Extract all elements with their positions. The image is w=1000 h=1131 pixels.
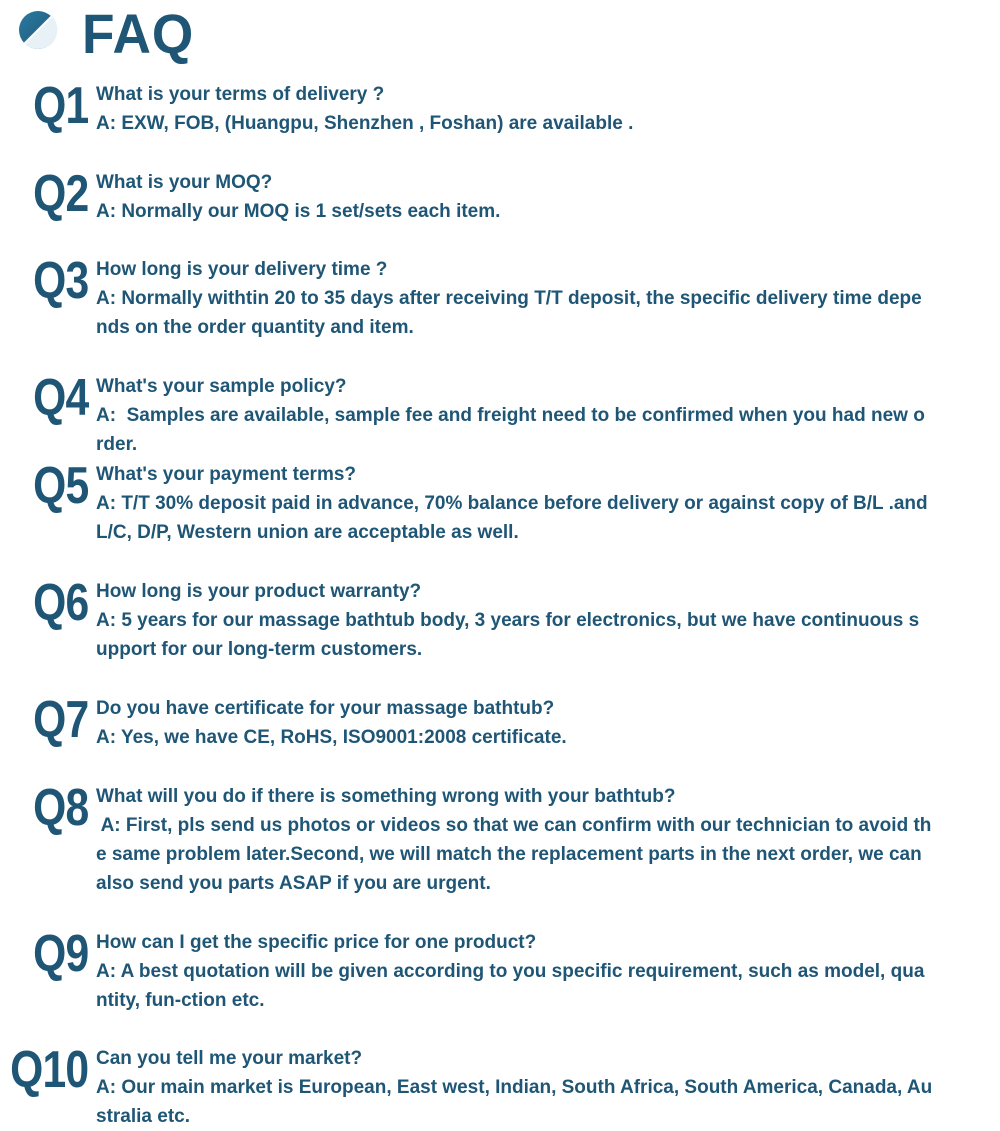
question-number: Q5 [32, 457, 88, 515]
question-number: Q9 [32, 925, 88, 983]
answer-line: A: Normally withtin 20 to 35 days after receiving T/T deposit, the specific delivery time depe [96, 288, 922, 309]
answer-line: A: A best quotation will be given according to you specific requirement, such as model, qua [96, 961, 925, 982]
answer-line: A: Our main market is European, East west, Indian, South Africa, South America, Canada, Au [96, 1077, 933, 1098]
question-answer-text [96, 168, 996, 226]
answer-line: A: EXW, FOB, (Huangpu, Shenzhen , Foshan) are available . [96, 113, 634, 134]
answer-line: ntity, fun-ction etc. [96, 990, 265, 1011]
question-answer-text [96, 460, 996, 547]
page-title: FAQ [82, 2, 195, 65]
question-line: What will you do if there is something wrong with your bathtub? [96, 786, 676, 807]
question-line: Do you have certificate for your massage bathtub? [96, 698, 555, 719]
question-number: Q6 [32, 574, 88, 632]
question-line: How long is your delivery time ? [96, 259, 388, 280]
question-answer-text [96, 577, 996, 664]
answer-line: A: Normally our MOQ is 1 set/sets each item. [96, 201, 501, 222]
question-answer-text [96, 928, 996, 1015]
question-line: What is your terms of delivery ? [96, 84, 385, 105]
question-number: Q10 [9, 1041, 88, 1099]
answer-line: L/C, D/P, Western union are acceptable as well. [96, 522, 519, 543]
question-answer-text [96, 80, 996, 138]
question-answer-text [96, 694, 996, 752]
answer-line: also send you parts ASAP if you are urgent. [96, 873, 491, 894]
question-number: Q3 [32, 252, 88, 310]
question-number: Q1 [32, 77, 88, 135]
question-line: What is your MOQ? [96, 172, 273, 193]
question-answer-text [96, 372, 996, 459]
question-answer-text [96, 1044, 996, 1131]
question-line: How long is your product warranty? [96, 581, 422, 602]
answer-line: upport for our long-term customers. [96, 639, 423, 660]
answer-line: A: T/T 30% deposit paid in advance, 70% balance before delivery or against copy of B/L .and [96, 493, 928, 514]
answer-line: A: Yes, we have CE, RoHS, ISO9001:2008 certificate. [96, 727, 567, 748]
question-line: Can you tell me your market? [96, 1048, 363, 1069]
question-line: What's your payment terms? [96, 464, 357, 485]
answer-line: A: Samples are available, sample fee and freight need to be confirmed when you had new o [96, 405, 925, 426]
question-number: Q4 [32, 369, 88, 427]
question-answer-text [96, 782, 996, 898]
answer-line: nds on the order quantity and item. [96, 317, 414, 338]
answer-line: e same problem later.Second, we will match the replacement parts in the next order, we can [96, 844, 922, 865]
answer-line: rder. [96, 434, 138, 455]
question-number: Q7 [32, 691, 88, 749]
question-answer-text [96, 255, 996, 342]
answer-line: A: First, pls send us photos or videos so that we can confirm with our technician to avoid th [96, 815, 932, 836]
circle-logo-icon [18, 10, 58, 50]
question-number: Q8 [32, 779, 88, 837]
question-line: How can I get the specific price for one product? [96, 932, 537, 953]
answer-line: A: 5 years for our massage bathtub body, 3 years for electronics, but we have continuous s [96, 610, 920, 631]
question-line: What's your sample policy? [96, 376, 347, 397]
question-number: Q2 [32, 165, 88, 223]
answer-line: stralia etc. [96, 1106, 190, 1127]
